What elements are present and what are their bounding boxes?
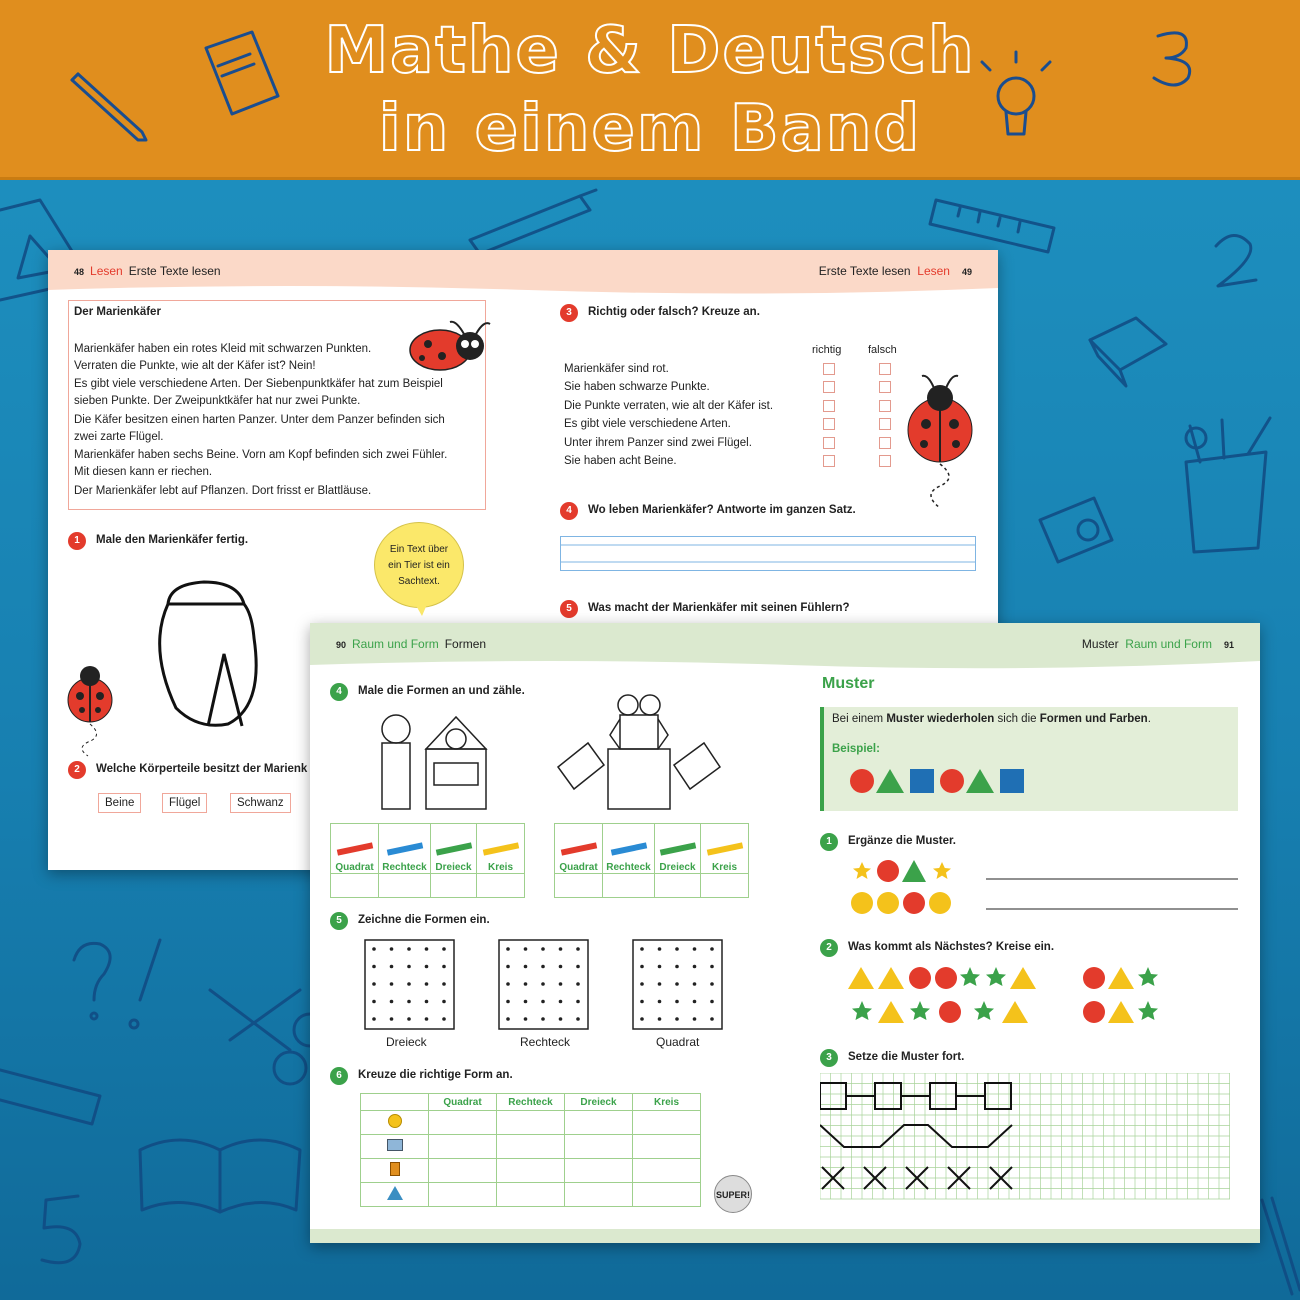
object-cell [361, 1111, 429, 1135]
pencil-icon [336, 842, 372, 855]
smiley-icon [388, 1114, 402, 1128]
header-cell: Rechteck [497, 1094, 565, 1111]
header-wave [310, 653, 1260, 673]
reading-title: Der Marienkäfer [74, 306, 161, 318]
info-text: Bei einem Muster wiederholen sich die Formen und Farben. [832, 713, 1151, 725]
task-number: 2 [820, 939, 838, 957]
ladybug-outline-drawing [148, 578, 288, 738]
pyramid-icon [387, 1186, 403, 1200]
pencil-icon [560, 842, 596, 855]
reading-line: Die Käfer besitzen einen harten Panzer. Unter dem Panzer befinden sich [74, 414, 445, 426]
task-5 [560, 600, 850, 618]
pencil-icon [482, 842, 518, 855]
column-label: Quadrat [335, 862, 374, 873]
ruler-icon-2 [0, 1070, 100, 1124]
answer-word-box[interactable]: Schwanz [230, 793, 291, 813]
number-five-icon [42, 1196, 80, 1263]
pencil-icon [435, 842, 471, 855]
topic-label: Erste Texte lesen [818, 264, 911, 278]
pencil-icon [706, 842, 742, 855]
spread1-right-header [819, 264, 978, 278]
reading-line: zwei zarte Flügel. [74, 431, 164, 443]
column-rechteck [603, 824, 655, 874]
task-text: Male den Marienkäfer fertig. [96, 534, 249, 546]
falsch-checkbox[interactable] [879, 455, 891, 467]
section-label: Raum und Form [1125, 637, 1212, 651]
column-kreis [701, 824, 749, 874]
check-cell[interactable] [497, 1183, 565, 1207]
reading-line: Verraten die Punkte, wie alt der Käfer ist? Nein! [74, 360, 316, 372]
count-cell[interactable] [655, 874, 701, 898]
topic-label: Erste Texte lesen [128, 264, 221, 278]
book-icon [390, 1162, 400, 1176]
task-number: 5 [560, 600, 578, 618]
info-box [820, 707, 1238, 811]
count-cell[interactable] [331, 874, 379, 898]
reading-line: Es gibt viele verschiedene Arten. Der Siebenpunktkäfer hat zum Beispiel [74, 378, 443, 390]
check-cell[interactable] [429, 1183, 497, 1207]
ladybug-icon-large [900, 368, 980, 518]
task-6 [330, 1067, 513, 1085]
task-5 [330, 912, 490, 930]
answer-word-box[interactable]: Beine [98, 793, 141, 813]
task-2 [820, 939, 1054, 957]
task-text: Was kommt als Nächstes? Kreise ein. [848, 941, 1055, 953]
count-cell[interactable] [555, 874, 603, 898]
count-cell[interactable] [431, 874, 477, 898]
ladybug-icon [404, 316, 494, 376]
richtig-checkbox[interactable] [823, 418, 835, 430]
check-cell[interactable] [633, 1159, 701, 1183]
muster-title: Muster [822, 675, 875, 692]
column-dreieck [431, 824, 477, 874]
number-three-icon [1154, 33, 1190, 85]
check-cell[interactable] [497, 1135, 565, 1159]
bubble-text: Ein Text über ein Tier ist ein Sachtext. [388, 544, 450, 587]
small-ladybug-icon [64, 662, 120, 762]
falsch-checkbox[interactable] [879, 437, 891, 449]
exclamation-mark-icon [130, 940, 160, 1028]
falsch-checkbox[interactable] [879, 400, 891, 412]
check-cell[interactable] [429, 1135, 497, 1159]
statement: Marienkäfer sind rot. [564, 363, 669, 375]
column-label: Kreis [487, 862, 513, 873]
card-icon [387, 1139, 403, 1151]
task-4 [330, 683, 525, 701]
task-number: 2 [68, 761, 86, 779]
pen-icon [470, 190, 596, 254]
column-quadrat [331, 824, 379, 874]
super-badge: SUPER! [714, 1175, 752, 1213]
count-cell[interactable] [603, 874, 655, 898]
eraser-icon [1090, 318, 1166, 386]
task-number: 3 [820, 1049, 838, 1067]
column-kreis [477, 824, 525, 874]
page-number: 49 [961, 267, 972, 277]
statement: Es gibt viele verschiedene Arten. [564, 418, 731, 430]
open-book-icon [140, 1140, 300, 1212]
page-number: 90 [336, 640, 347, 650]
count-cell[interactable] [379, 874, 431, 898]
example-label: Beispiel: [832, 743, 880, 755]
task-number: 3 [560, 304, 578, 322]
column-dreieck [655, 824, 701, 874]
answer-lines[interactable] [560, 536, 976, 572]
check-cell[interactable] [565, 1111, 633, 1135]
reading-line: Marienkäfer haben sechs Beine. Vorn am Kopf befinden sich zwei Fühler. [74, 449, 448, 461]
check-cell[interactable] [497, 1159, 565, 1183]
pencil-icon [659, 842, 695, 855]
reading-line: sieben Punkte. Der Zweipunktkäfer hat nur zwei Punkte. [74, 395, 361, 407]
shape-figure-house [370, 713, 500, 813]
task-text: Ergänze die Muster. [848, 835, 957, 847]
banner-title-line-1: Mathe & Deutsch [324, 14, 976, 88]
section-label: Lesen [917, 264, 950, 278]
richtig-checkbox[interactable] [823, 363, 835, 375]
task-3 [820, 1049, 964, 1067]
task-number: 4 [330, 683, 348, 701]
task-text: Kreuze die richtige Form an. [358, 1069, 513, 1081]
richtig-checkbox[interactable] [823, 437, 835, 449]
task-text: Welche Körperteile besitzt der Marienk [96, 763, 308, 775]
statement: Die Punkte verraten, wie alt der Käfer ist. [564, 400, 774, 412]
topic-label: Muster [1081, 637, 1119, 651]
falsch-checkbox[interactable] [879, 418, 891, 430]
task-number: 4 [560, 502, 578, 520]
grid-label: Rechteck [520, 1035, 571, 1049]
object-cell [361, 1159, 429, 1183]
question-mark-icon [74, 943, 110, 1019]
banner-title-line-2: in einem Band [378, 92, 922, 166]
task-number: 1 [820, 833, 838, 851]
check-cell[interactable] [565, 1135, 633, 1159]
richtig-header: richtig [812, 344, 842, 356]
example-pattern [848, 767, 1052, 795]
square-grid-svg[interactable] [820, 1073, 1232, 1203]
check-cell[interactable] [565, 1159, 633, 1183]
dot-grid[interactable] [498, 939, 590, 1031]
dot-grid[interactable] [364, 939, 456, 1031]
reading-line: Der Marienkäfer lebt auf Pflanzen. Dort frisst er Blattläuse. [74, 485, 372, 497]
number-two-icon [1216, 235, 1256, 286]
page-number: 48 [74, 267, 85, 277]
math-book-spread [310, 623, 1260, 1243]
reading-line: Mit diesen kann er riechen. [74, 466, 213, 478]
check-cell[interactable] [429, 1111, 497, 1135]
spread2-right-header [1082, 637, 1240, 651]
sharpener-icon [1040, 498, 1112, 562]
column-label: Kreis [711, 862, 737, 873]
falsch-header: falsch [868, 344, 897, 356]
column-label: Quadrat [559, 862, 598, 873]
shape-check-table [360, 1093, 701, 1207]
pencil-cup-icon [1186, 418, 1270, 552]
spread2-left-header [330, 637, 486, 651]
answer-word-box[interactable]: Flügel [162, 793, 207, 813]
task-text: Setze die Muster fort. [848, 1051, 965, 1063]
column-label: Dreieck [659, 862, 696, 873]
task-text: Wo leben Marienkäfer? Antworte im ganzen Satz. [588, 504, 856, 516]
section-label: Raum und Form [352, 637, 439, 651]
counting-table-1 [330, 823, 525, 898]
header-cell: Quadrat [429, 1094, 497, 1111]
section-label: Lesen [90, 264, 123, 278]
ruler-icon [930, 200, 1054, 252]
column-label: Dreieck [435, 862, 472, 873]
grid-label: Dreieck [386, 1035, 427, 1049]
reading-line: Marienkäfer haben ein rotes Kleid mit schwarzen Punkten. [74, 343, 372, 355]
richtig-checkbox[interactable] [823, 455, 835, 467]
pattern-exercise-1 [846, 857, 1246, 917]
task-4 [560, 502, 856, 520]
column-quadrat [555, 824, 603, 874]
spread1-left-header [68, 264, 221, 278]
header-cell [361, 1094, 429, 1111]
falsch-checkbox[interactable] [879, 363, 891, 375]
check-cell[interactable] [633, 1111, 701, 1135]
task-number: 6 [330, 1067, 348, 1085]
counting-table-2 [554, 823, 749, 898]
task-1 [68, 532, 248, 550]
task-text: Richtig oder falsch? Kreuze an. [588, 306, 760, 318]
check-cell[interactable] [565, 1183, 633, 1207]
statement: Sie haben schwarze Punkte. [564, 381, 710, 393]
task-1 [820, 833, 956, 851]
object-cell [361, 1135, 429, 1159]
count-cell[interactable] [477, 874, 525, 898]
pencil-icon [386, 842, 422, 855]
task-number: 5 [330, 912, 348, 930]
pencil-icon [610, 842, 646, 855]
pencil-icon [72, 74, 146, 140]
page-number: 91 [1223, 640, 1234, 650]
pattern-exercise-2 [846, 963, 1166, 1029]
pencil-icon-2 [1262, 1198, 1300, 1294]
check-cell[interactable] [633, 1135, 701, 1159]
count-cell[interactable] [701, 874, 749, 898]
object-cell [361, 1183, 429, 1207]
richtig-checkbox[interactable] [823, 381, 835, 393]
column-label: Rechteck [382, 862, 427, 873]
task-number: 1 [68, 532, 86, 550]
topic-label: Formen [444, 637, 487, 651]
column-label: Rechteck [606, 862, 651, 873]
task-text: Zeichne die Formen ein. [358, 914, 490, 926]
richtig-checkbox[interactable] [823, 400, 835, 412]
check-cell[interactable] [633, 1183, 701, 1207]
book-icon [206, 32, 278, 114]
falsch-checkbox[interactable] [879, 381, 891, 393]
grid-label: Quadrat [656, 1035, 700, 1049]
task-text: Was macht der Marienkäfer mit seinen Fühlern? [588, 602, 850, 614]
task-3 [560, 304, 760, 322]
header-cell: Dreieck [565, 1094, 633, 1111]
bubble-tail [412, 602, 432, 618]
scissors-icon [210, 990, 326, 1084]
task-text: Male die Formen an und zähle. [358, 685, 525, 697]
header-cell: Kreis [633, 1094, 701, 1111]
check-cell[interactable] [429, 1159, 497, 1183]
statement: Sie haben acht Beine. [564, 455, 677, 467]
shape-figure-robot [554, 691, 724, 813]
header-wave [48, 280, 998, 300]
bottom-strip [310, 1229, 1260, 1243]
dot-grid[interactable] [632, 939, 724, 1031]
statement: Unter ihrem Panzer sind zwei Flügel. [564, 437, 752, 449]
task-2 [68, 761, 307, 779]
check-cell[interactable] [497, 1111, 565, 1135]
column-rechteck [379, 824, 431, 874]
lightbulb-icon [982, 52, 1050, 134]
